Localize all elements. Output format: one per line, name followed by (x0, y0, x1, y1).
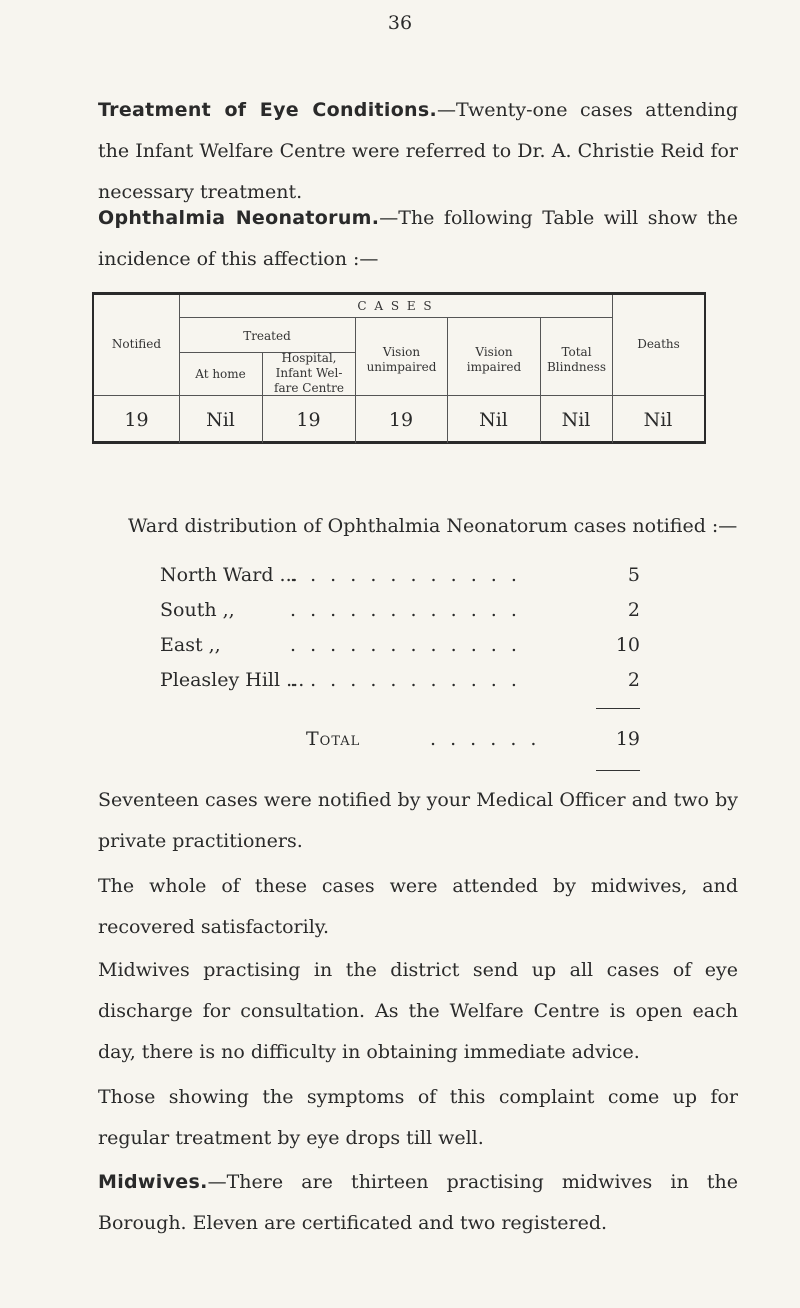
symptoms-paragraph: Those showing the symptoms of this complaint come up for regular treatment by eye drops till well. (98, 1086, 738, 1149)
midwives-text: —There are thirteen practising midwives in the Borough. Eleven are certificated and two registered. (98, 1171, 738, 1234)
page-number: 36 (387, 12, 413, 34)
total-label: Total (306, 728, 361, 750)
midwives-practising-paragraph: Midwives practising in the district send up all cases of eye discharge for consultation. As the Welfare Centre is open each day, there is no difficulty in obtaining immediate advice. (98, 959, 738, 1063)
ward-name: South ,, (160, 599, 235, 621)
eye-conditions-heading: Treatment of Eye Conditions. (98, 99, 438, 121)
vision-impaired-header: Vision impaired (466, 345, 522, 374)
eye-conditions-paragraph (98, 90, 738, 213)
ward-value: 2 (627, 669, 640, 691)
seventeen-paragraph: Seventeen cases were notified by your Medical Officer and two by private practitioners. (98, 789, 738, 852)
total-rule-bottom (596, 770, 640, 771)
ward-row (160, 599, 640, 627)
hospital-header: Hospital, Infant Wel- fare Centre (274, 351, 344, 395)
cell-deaths: Nil (643, 409, 673, 431)
midwives-heading: Midwives. (98, 1171, 208, 1193)
leader-dots: . . . . . . . . . . . . (290, 564, 521, 586)
treated-header: Treated (243, 329, 291, 343)
ward-name: Pleasley Hill ... (160, 669, 305, 691)
at-home-header: At home (195, 367, 246, 381)
total-row (160, 728, 640, 756)
leader-dots: . . . . . . . . . . . . (290, 599, 521, 621)
ward-row (160, 634, 640, 662)
ward-name: North Ward ... (160, 564, 298, 586)
cell-vision-unimpaired: 19 (388, 409, 414, 431)
ophthalmia-paragraph (98, 198, 738, 280)
cell-at-home: Nil (206, 409, 235, 431)
total-rule-top (596, 708, 640, 709)
ward-row (160, 564, 640, 592)
vision-unimpaired-header: Vision unimpaired (366, 345, 437, 374)
leader-dots: . . . . . . . . . . . . (290, 634, 521, 656)
midwives-paragraph (98, 1162, 738, 1244)
ward-row (160, 669, 640, 697)
eye-conditions-text: —Twenty-one cases attending the Infant Welfare Centre were referred to Dr. A. Christie Reid for necessary treatment. (98, 99, 738, 203)
total-value: 19 (615, 728, 640, 750)
total-blindness-header: Total Blindness (546, 345, 607, 374)
ward-name: East ,, (160, 634, 221, 656)
cell-hospital: 19 (296, 409, 321, 431)
leader-dots: . . . . . . (430, 728, 541, 750)
ophthalmia-heading: Ophthalmia Neonatorum. (98, 207, 380, 229)
ward-value: 2 (627, 599, 640, 621)
notified-header: Notified (111, 337, 162, 351)
ophthalmia-table (92, 292, 706, 444)
cell-notified: 19 (124, 409, 149, 431)
cell-vision-impaired: Nil (479, 409, 508, 431)
deaths-header: Deaths (637, 337, 680, 351)
ward-value: 10 (615, 634, 640, 656)
leader-dots: . . . . . . . . . . . . (290, 669, 521, 691)
ward-intro: Ward distribution of Ophthalmia Neonatorum cases notified :— (128, 515, 738, 537)
ward-value: 5 (627, 564, 640, 586)
cell-total-blindness: Nil (561, 409, 591, 431)
ophthalmia-text: —The following Table will show the incidence of this affection :— (98, 207, 738, 270)
whole-paragraph: The whole of these cases were attended by midwives, and recovered satisfactorily. (98, 875, 738, 938)
cases-header: C A S E S (357, 299, 434, 313)
